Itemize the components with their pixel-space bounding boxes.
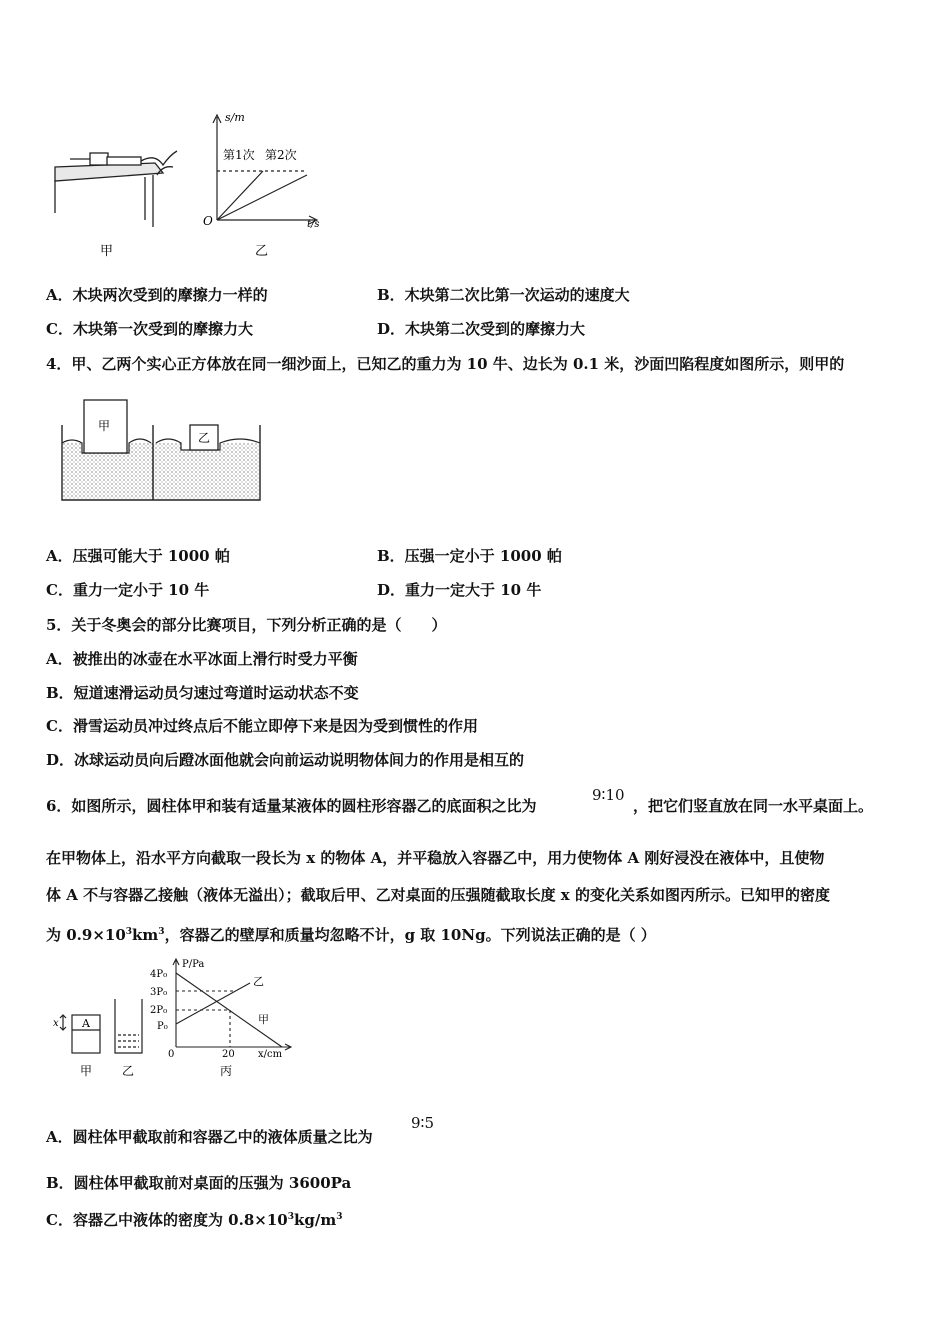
q6-figure bbox=[50, 955, 300, 1083]
q6-x-axis-label: x/cm bbox=[258, 1049, 283, 1060]
q4-option-d: D．重力一定大于 10 牛 bbox=[377, 581, 542, 599]
q5-option-c: C．滑雪运动员冲过终点后不能立即停下来是因为受到惯性的作用 bbox=[46, 717, 478, 735]
q6-tick-p0: P₀ bbox=[157, 1021, 168, 1032]
q6-stem-part1: 6．如图所示，圆柱体甲和装有适量某液体的圆柱形容器乙的底面积之比为 bbox=[46, 797, 537, 815]
q6-density-unit-exp: 3 bbox=[158, 927, 165, 937]
q6-container-yi bbox=[115, 999, 142, 1053]
q5-option-d: D．冰球运动员向后蹬冰面他就会向前运动说明物体间力的作用是相互的 bbox=[46, 751, 525, 769]
q3-series-second-label: 第2次 bbox=[265, 148, 297, 162]
q4-stem: 4．甲、乙两个实心正方体放在同一细沙面上，已知乙的重力为 10 牛、边长为 0.1 米，沙面凹陷程度如图所示，则甲的 bbox=[46, 355, 845, 373]
q6-tick-3p0: 3P₀ bbox=[150, 987, 168, 998]
q6-density-exp: 3 bbox=[125, 927, 133, 937]
q6-tick-x20: 20 bbox=[222, 1049, 235, 1060]
q6-cylinder-jia bbox=[60, 1015, 100, 1053]
q6-stem-line4-rest: ，容器乙的壁厚和质量均忽略不计，g 取 10Ng。下列说法正确的是（ ） bbox=[164, 926, 656, 944]
q5-stem: 5．关于冬奥会的部分比赛项目，下列分析正确的是（ ） bbox=[46, 616, 447, 634]
q6-label-a: A bbox=[82, 1017, 90, 1030]
q6-density-value: 为 0.9×10 bbox=[46, 926, 126, 944]
q6-option-c-exp: 3 bbox=[287, 1212, 294, 1222]
q3-apparatus-illustration bbox=[55, 151, 177, 227]
q4-label-yi: 乙 bbox=[198, 431, 211, 445]
q6-stem-line3: 体 A 不与容器乙接触（液体无溢出）；截取后甲、乙对桌面的压强随截取长度 x 的变化关系如图丙所示。已知甲的密度 bbox=[46, 886, 830, 904]
q3-caption-yi: 乙 bbox=[255, 244, 269, 259]
q6-caption-jia: 甲 bbox=[80, 1064, 93, 1078]
q6-y-axis-label: P/Pa bbox=[182, 959, 205, 970]
q6-option-c-unit-exp: 3 bbox=[336, 1212, 343, 1222]
q6-stem-line2: 在甲物体上，沿水平方向截取一段长为 x 的物体 A，并平稳放入容器乙中，用力使物体 A 刚好浸没在液体中，且使物 bbox=[46, 849, 825, 867]
q3-x-axis-label: t/s bbox=[307, 219, 320, 230]
q3-st-graph bbox=[213, 115, 317, 224]
q3-figure bbox=[45, 95, 345, 265]
q6-tick-2p0: 2P₀ bbox=[150, 1005, 168, 1016]
q3-option-c: C．木块第一次受到的摩擦力大 bbox=[46, 320, 253, 338]
q6-caption-bing: 丙 bbox=[220, 1064, 233, 1078]
q4-option-a: A．压强可能大于 1000 帕 bbox=[46, 547, 230, 565]
q6-option-c-text: C．容器乙中液体的密度为 0.8×10 bbox=[46, 1211, 288, 1229]
q6-option-c-unit: kg/m bbox=[293, 1211, 337, 1229]
q3-y-axis-label: s/m bbox=[225, 111, 245, 124]
q6-option-b: B．圆柱体甲截取前对桌面的压强为 3600Pa bbox=[46, 1174, 352, 1192]
q3-option-b: B．木块第二次比第一次运动的速度大 bbox=[377, 286, 630, 304]
q6-option-c bbox=[46, 1208, 342, 1229]
q4-option-c: C．重力一定小于 10 牛 bbox=[46, 581, 210, 599]
q5-option-a: A．被推出的冰壶在水平冰面上滑行时受力平衡 bbox=[46, 650, 358, 668]
q6-label-x: x bbox=[53, 1018, 59, 1029]
q6-density-unit: km bbox=[132, 926, 159, 944]
q5-option-b: B．短道速滑运动员匀速过弯道时运动状态不变 bbox=[46, 684, 359, 702]
q6-area-ratio: 9∶10 bbox=[592, 786, 625, 804]
q4-option-b: B．压强一定小于 1000 帕 bbox=[377, 547, 562, 565]
q6-pressure-graph bbox=[173, 959, 291, 1050]
q3-series-first-label: 第1次 bbox=[223, 148, 255, 162]
q3-option-a: A．木块两次受到的摩擦力一样的 bbox=[46, 286, 268, 304]
q6-tick-4p0: 4P₀ bbox=[150, 969, 168, 980]
q4-sand-figure bbox=[55, 395, 270, 507]
q6-caption-yi: 乙 bbox=[122, 1064, 135, 1078]
q6-stem-line4 bbox=[46, 923, 656, 944]
q6-option-a: A．圆柱体甲截取前和容器乙中的液体质量之比为 bbox=[46, 1128, 373, 1146]
q6-option-a-ratio: 9∶5 bbox=[411, 1114, 434, 1132]
q4-label-jia: 甲 bbox=[98, 419, 111, 433]
q6-line-label-jia: 甲 bbox=[258, 1013, 269, 1026]
q3-option-d: D．木块第二次受到的摩擦力大 bbox=[377, 320, 586, 338]
q3-caption-jia: 甲 bbox=[100, 244, 114, 259]
q6-stem-part2: ，把它们竖直放在同一水平桌面上。 bbox=[633, 797, 874, 815]
q3-origin-label: O bbox=[203, 214, 213, 228]
q6-line-label-yi: 乙 bbox=[253, 975, 264, 988]
q6-tick-x0: 0 bbox=[168, 1049, 175, 1060]
